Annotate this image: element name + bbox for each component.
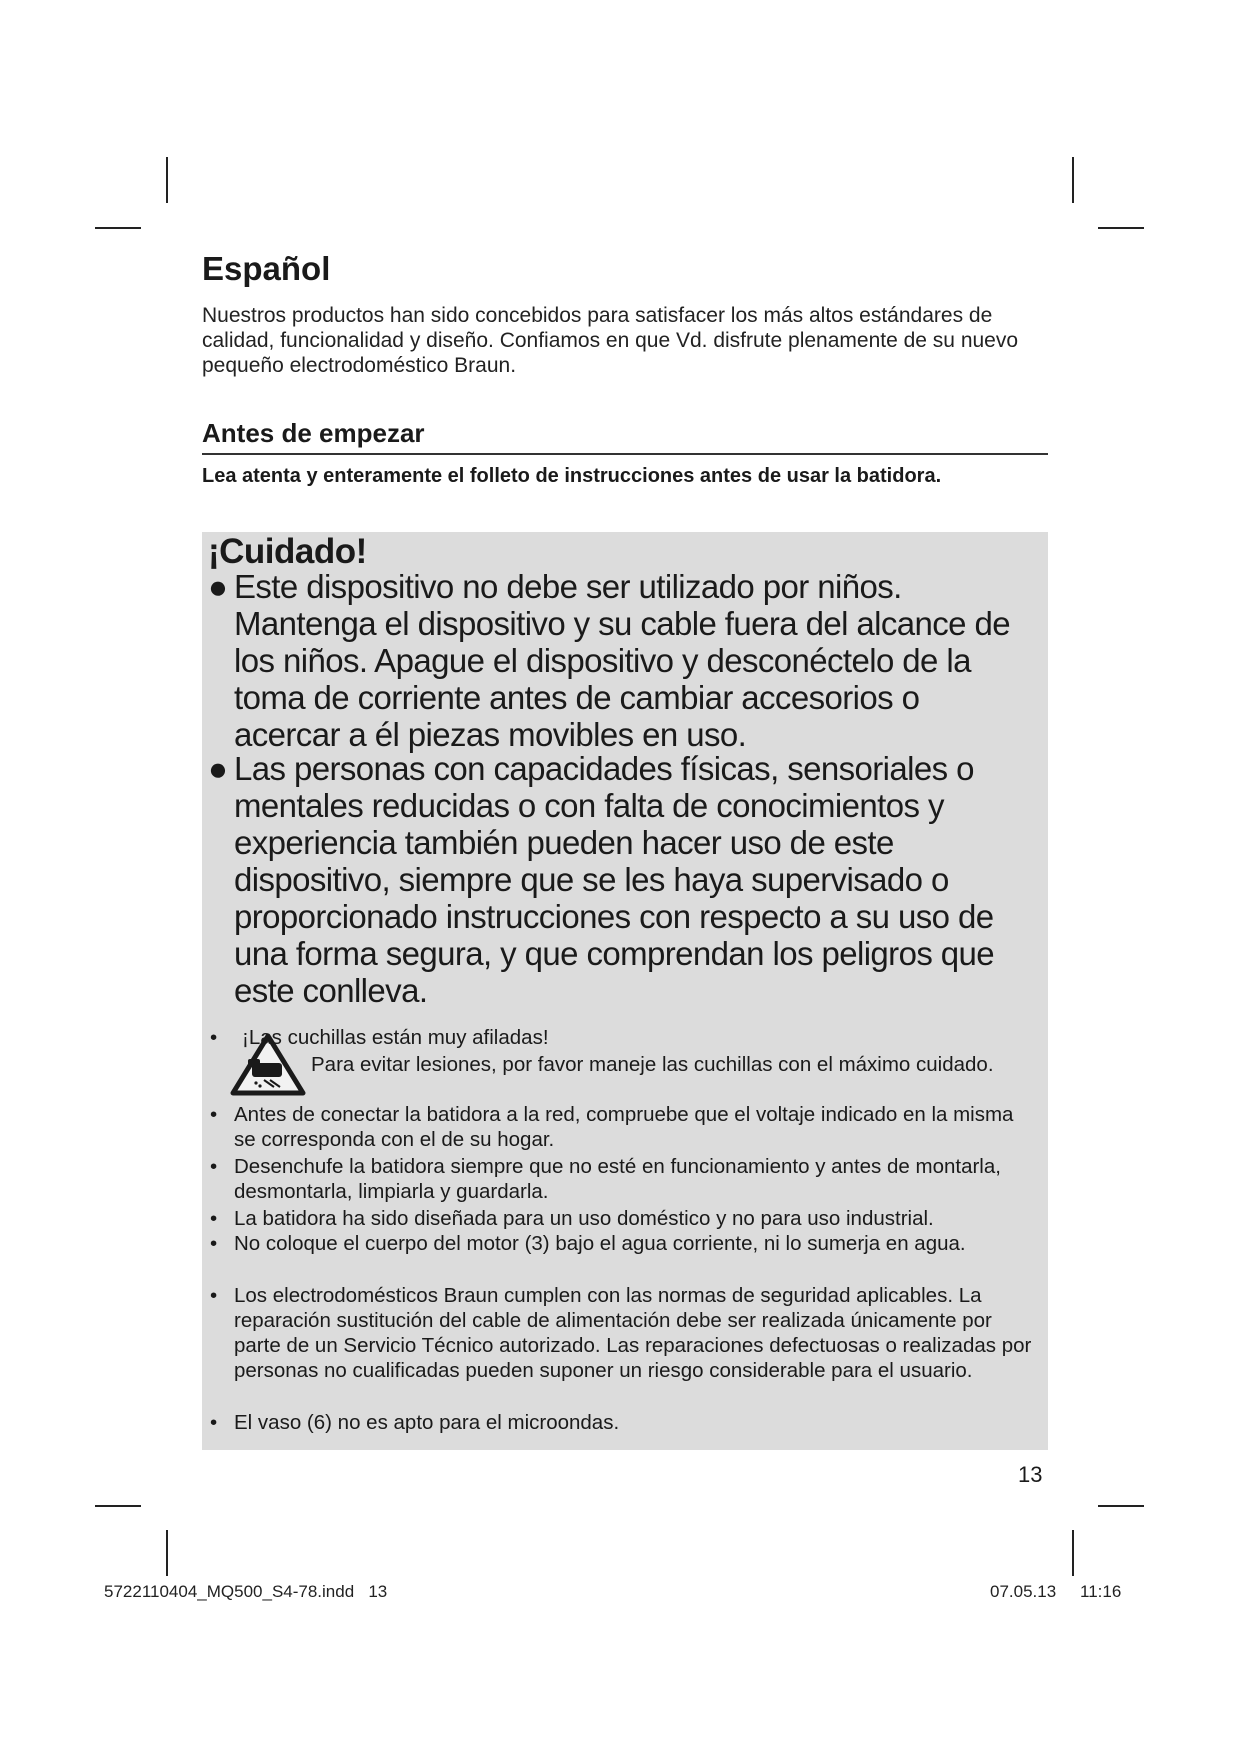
crop-mark	[95, 1505, 141, 1507]
footer-file-page: 13	[368, 1582, 388, 1601]
crop-mark	[166, 1530, 168, 1576]
warning-title: ¡Cuidado!	[208, 532, 367, 571]
crop-mark	[1098, 227, 1144, 229]
footer-date: 07.05.13	[990, 1582, 1057, 1601]
blade-warning-text: Para evitar lesiones, por favor maneje las cuchillas con el máximo cuidado.	[311, 1053, 994, 1076]
footer-file-name: 5722110404_MQ500_S4-78.indd	[104, 1582, 355, 1601]
warning-small-item-text: Desenchufe la batidora siempre que no esté en funcionamiento y antes de montarla, desmontarla, limpiarla y guardarla.	[234, 1155, 1001, 1203]
crop-mark	[1098, 1505, 1144, 1507]
intro-paragraph: Nuestros productos han sido concebidos para satisfacer los más altos estándares de calidad, funcionalidad y diseño. Confiamos en que Vd. disfrute plenamente de su nuevo pequeño electrodoméstico Braun.	[202, 304, 1019, 377]
blade-warning-title: ¡Las cuchillas están muy afiladas!	[242, 1026, 549, 1049]
bullet: •	[210, 1207, 218, 1230]
section-heading: Antes de empezar	[202, 418, 1048, 455]
warning-big-item	[208, 568, 1028, 753]
bullet: •	[210, 1232, 218, 1255]
bullet: •	[210, 1284, 218, 1307]
warning-small-item-text: La batidora ha sido diseñada para un uso doméstico y no para uso industrial.	[234, 1207, 934, 1230]
warning-small-item-text: Los electrodomésticos Braun cumplen con las normas de seguridad aplicables. La reparación sustitución del cable de alimentación debe ser realizada únicamente por parte de un Servicio Técnico autorizado. Las reparaciones defectuosas o realizadas por personas no cualificadas pueden suponer un riesgo considerable para el usuario.	[234, 1284, 1032, 1382]
footer-time: 11:16	[1080, 1582, 1122, 1601]
warning-small-item	[210, 1206, 1040, 1231]
warning-small-item	[210, 1102, 1040, 1152]
crop-mark	[1072, 157, 1074, 203]
warning-big-item-text: Las personas con capacidades físicas, sensoriales o mentales reducidas o con falta de conocimientos y experiencia también pueden hacer uso de este dispositivo, siempre que se les haya supervisado o proporcionado instrucciones con respecto a su uso de una forma segura, y que comprendan los peligros que este conlleva.	[234, 750, 995, 1009]
warning-small-item	[210, 1231, 1040, 1256]
warning-small-item-text: Antes de conectar la batidora a la red, compruebe que el voltaje indicado en la misma se corresponda con el de su hogar.	[234, 1103, 1014, 1151]
bullet: •	[210, 1155, 218, 1178]
warning-small-item	[210, 1283, 1040, 1383]
lead-paragraph: Lea atenta y enteramente el folleto de instrucciones antes de usar la batidora.	[202, 465, 942, 487]
warning-big-item	[208, 750, 1028, 1009]
warning-small-item-text: El vaso (6) no es apto para el microondas.	[234, 1411, 620, 1434]
bullet: •	[210, 1026, 218, 1049]
bullet: ●	[208, 568, 228, 605]
crop-mark	[1072, 1530, 1074, 1576]
warning-small-item	[210, 1410, 1040, 1435]
warning-big-item-text: Este dispositivo no debe ser utilizado por niños. Mantenga el dispositivo y su cable fuera del alcance de los niños. Apague el dispositivo y desconéctelo de la toma de corriente antes de cambiar accesorios o acercar a él piezas movibles en uso.	[234, 568, 1010, 753]
warning-small-item-text: No coloque el cuerpo del motor (3) bajo el agua corriente, ni lo sumerja en agua.	[234, 1232, 966, 1255]
footer-file	[104, 1582, 387, 1602]
crop-mark	[166, 157, 168, 203]
bullet: •	[210, 1411, 218, 1434]
bullet: •	[210, 1103, 218, 1126]
bullet: ●	[208, 750, 228, 787]
page-title: Español	[202, 250, 331, 287]
warning-small-item	[210, 1154, 1040, 1204]
crop-mark	[95, 227, 141, 229]
page-number: 13	[1018, 1462, 1043, 1487]
